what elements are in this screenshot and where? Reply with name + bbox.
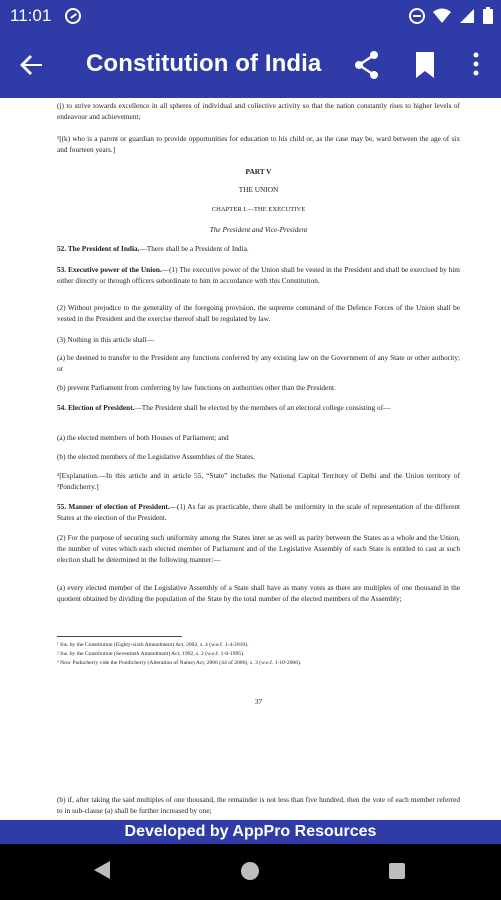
- nav-back-icon[interactable]: [94, 861, 110, 879]
- footnote: ¹ Ins. by the Constitution (Eighty-sixth Amendment) Act, 2002, s. 4 (w.e.f. 1-4-2010).: [57, 642, 249, 648]
- article-title: 55. Manner of election of President.: [57, 502, 170, 511]
- status-icons: [409, 7, 493, 24]
- doc-heading: PART V: [245, 167, 272, 176]
- status-bar: [0, 0, 501, 32]
- article-52: [57, 243, 460, 254]
- doc-heading: The President and Vice-President: [209, 225, 308, 234]
- footnote-divider: [57, 636, 182, 637]
- doc-heading: CHAPTER I.—THE EXECUTIVE: [211, 206, 306, 213]
- article-title: 54. Election of President.: [57, 403, 135, 412]
- footnote: ³ Now Puducherry vide the Pondicherry (Alteration of Name) Act, 2006 (44 of 2006), s. 3 (w.e.f. 1-10-2006).: [57, 660, 302, 666]
- doc-line: ¹[(k) who is a parent or guardian to provide opportunities for education to his child or, as the case may be, ward between the age of six and fourteen years.]: [57, 134, 460, 154]
- doc-line: (b) the elected members of the Legislative Assemblies of the States.: [57, 452, 255, 461]
- nav-home-icon[interactable]: [241, 862, 259, 880]
- system-nav-bar: [0, 844, 501, 900]
- do-not-disturb-icon: [409, 8, 425, 24]
- doc-line: (2) Without prejudice to the generality of the foregoing provision, the supreme command of the Defence Forces of the Union shall be vested in the President and the exercise thereof shall be regulated by law.: [57, 303, 460, 323]
- article-body: —(1) As far as practicable, there shall be uniformity in the scale of representation of the different States at the election of the President.: [57, 502, 460, 522]
- more-vert-icon[interactable]: [468, 49, 484, 81]
- article-53: [57, 264, 460, 286]
- status-time: 11:01: [10, 6, 52, 25]
- doc-line: (a) the elected members of both Houses of Parliament; and: [57, 433, 229, 442]
- doc-heading: THE UNION: [238, 185, 279, 194]
- doc-line: (b) if, after taking the said multiples of one thousand, the remainder is not less than five hundred, then the vote of each member referred to in sub-clause (a) shall be further increased by one;: [57, 795, 460, 815]
- doc-line: (j) to strive towards excellence in all spheres of individual and collective activity so that the nation constantly rises to higher levels of endeavour and achievement;: [57, 101, 460, 121]
- wifi-icon: [433, 8, 451, 24]
- article-title: 52. The President of India.: [57, 244, 140, 253]
- battery-icon: [483, 7, 493, 24]
- arrow-back-icon[interactable]: [16, 49, 48, 81]
- footnote: ² Ins. by the Constitution (Seventieth Amendment) Act, 1992, s. 2 (w.e.f. 1-6-1995).: [57, 651, 245, 657]
- article-55: [57, 501, 460, 523]
- app-notification-icon: [65, 8, 81, 24]
- share-icon[interactable]: [352, 49, 382, 81]
- app-bar: [0, 32, 501, 98]
- article-body: —The President shall be elected by the members of an electoral college consisting of—: [134, 403, 391, 412]
- doc-line: (b) prevent Parliament from conferring by law functions on authorities other than the President.: [57, 383, 336, 392]
- page-number: 37: [254, 697, 263, 706]
- doc-line: (2) For the purpose of securing such uniformity among the States inter se as well as parity between the States as a whole and the Union, the number of votes which each elected member of Parliament and of the Legislative Assembly of each State is entitled to cast at such election shall be determined in the following manner:—: [57, 533, 460, 564]
- cell-signal-icon: [459, 8, 475, 24]
- doc-line: ²[Explanation.—In this article and in article 55, “State” includes the National Capital Territory of Delhi and the Union territory of ³Pondicherry.]: [57, 471, 460, 491]
- nav-recents-icon[interactable]: [389, 863, 405, 879]
- document-page[interactable]: [0, 98, 501, 820]
- article-title: 53. Executive power of the Union.: [57, 265, 162, 274]
- doc-line: (a) be deemed to transfer to the President any functions conferred by any existing law on the Government of any State or other authority; or: [57, 353, 460, 373]
- developer-banner[interactable]: Developed by AppPro Resources: [0, 820, 501, 844]
- page-title: Constitution of India: [86, 50, 322, 77]
- doc-line: (a) every elected member of the Legislative Assembly of a State shall have as many votes as there are multiples of one thousand in the quotient obtained by dividing the population of the State by the total number of the elected members of the Assembly;: [57, 583, 460, 603]
- doc-line: (3) Nothing in this article shall—: [57, 335, 155, 344]
- article-54: [57, 402, 460, 413]
- article-body: —There shall be a President of India.: [139, 244, 249, 253]
- bookmark-icon[interactable]: [413, 49, 437, 81]
- article-body: —(1) The executive power of the Union shall be vested in the President and shall be exercised by him either directly or through officers subordinate to him in accordance with this Constitution.: [57, 265, 460, 285]
